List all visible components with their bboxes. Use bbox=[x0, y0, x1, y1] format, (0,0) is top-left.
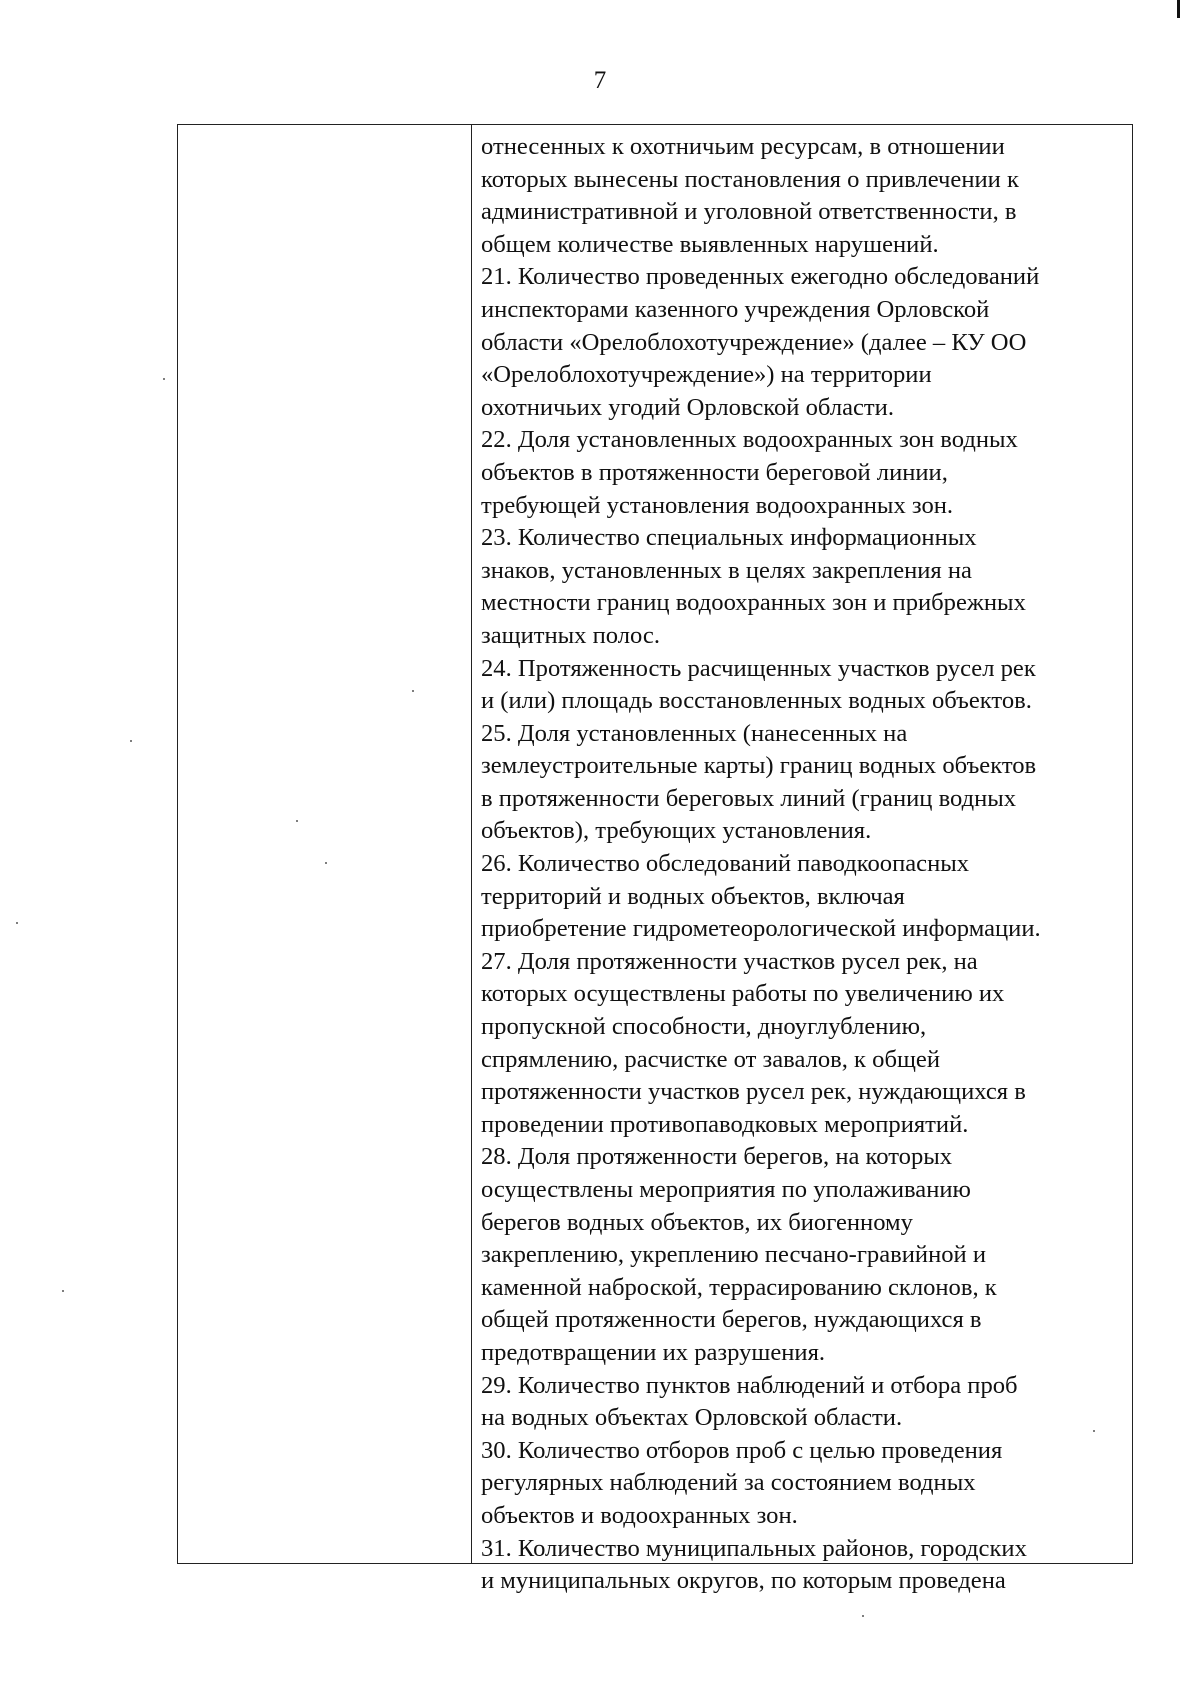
scan-speck bbox=[1093, 1430, 1095, 1432]
text-line: спрямлению, расчистке от завалов, к общей bbox=[481, 1045, 940, 1073]
text-line: на водных объектах Орловской области. bbox=[481, 1404, 903, 1432]
text-line: 31. Количество муниципальных районов, городских bbox=[481, 1534, 1027, 1562]
text-line: 22. Доля установленных водоохранных зон водных bbox=[481, 426, 1018, 454]
text-line: охотничьих угодий Орловской области. bbox=[481, 393, 894, 421]
text-line: 26. Количество обследований паводкоопасных bbox=[481, 850, 970, 878]
text-line: знаков, установленных в целях закрепления на bbox=[481, 556, 972, 584]
text-line: 29. Количество пунктов наблюдений и отбора проб bbox=[481, 1371, 1018, 1399]
scan-speck bbox=[325, 862, 327, 864]
text-line: пропускной способности, дноуглублению, bbox=[481, 1013, 927, 1041]
text-line: административной и уголовной ответственности, в bbox=[481, 198, 1017, 226]
text-line: осуществлены мероприятия по уполаживанию bbox=[481, 1176, 971, 1203]
text-line: 25. Доля установленных (нанесенных на bbox=[481, 719, 908, 747]
scan-speck bbox=[296, 820, 298, 822]
text-line: области «Орелоблохотучреждение» (далее – КУ ОО bbox=[481, 328, 1027, 356]
text-line: 30. Количество отборов проб с целью проведения bbox=[481, 1436, 1003, 1464]
text-line: общей протяженности берегов, нуждающихся в bbox=[481, 1306, 982, 1334]
text-line: которых осуществлены работы по увеличению их bbox=[481, 980, 1005, 1008]
text-line: 21. Количество проведенных ежегодно обследований bbox=[481, 263, 1040, 291]
scan-speck bbox=[862, 1615, 864, 1617]
table-left-cell bbox=[178, 125, 472, 1563]
text-line: и (или) площадь восстановленных водных объектов. bbox=[481, 687, 1032, 715]
text-line: которых вынесены постановления о привлечении к bbox=[481, 165, 1019, 193]
text-line: 23. Количество специальных информационных bbox=[481, 524, 977, 552]
text-line: землеустроительные карты) границ водных объектов bbox=[481, 752, 1037, 780]
text-line: 27. Доля протяженности участков русел рек, на bbox=[481, 947, 978, 975]
scan-speck bbox=[163, 378, 165, 380]
text-line: объектов и водоохранных зон. bbox=[481, 1501, 798, 1529]
text-line: закреплению, укреплению песчано-гравийной и bbox=[481, 1241, 987, 1269]
text-line: 24. Протяженность расчищенных участков русел рек bbox=[481, 654, 1036, 682]
text-line: берегов водных объектов, их биогенному bbox=[481, 1208, 913, 1236]
text-line: объектов), требующих установления. bbox=[481, 817, 872, 845]
text-line: в протяженности береговых линий (границ водных bbox=[481, 784, 1017, 812]
scan-speck bbox=[62, 1290, 64, 1292]
text-line: 28. Доля протяженности берегов, на которых bbox=[481, 1143, 953, 1171]
text-line: предотвращении их разрушения. bbox=[481, 1338, 826, 1366]
text-line: регулярных наблюдений за состоянием водных bbox=[481, 1469, 976, 1497]
text-line: каменной наброской, террасированию склонов, к bbox=[481, 1273, 997, 1301]
text-line: инспекторами казенного учреждения Орловской bbox=[481, 295, 990, 323]
text-line: и муниципальных округов, по которым проведена bbox=[481, 1567, 1006, 1595]
text-line: местности границ водоохранных зон и прибрежных bbox=[481, 589, 1026, 617]
text-line: протяженности участков русел рек, нуждающихся в bbox=[481, 1078, 1026, 1106]
scan-speck bbox=[412, 690, 414, 692]
text-line: проведении противопаводковых мероприятий. bbox=[481, 1110, 969, 1138]
table-right-cell bbox=[472, 125, 1132, 1595]
text-line: отнесенных к охотничьим ресурсам, в отношении bbox=[481, 133, 1005, 160]
indicator-table bbox=[177, 124, 1133, 1595]
text-line: общем количестве выявленных нарушений. bbox=[481, 230, 939, 258]
text-line: защитных полос. bbox=[481, 621, 660, 649]
text-line: приобретение гидрометеорологической информации. bbox=[481, 915, 1041, 943]
text-line: «Орелоблохотучреждение») на территории bbox=[481, 361, 932, 389]
scan-corner-mark bbox=[1177, 0, 1180, 18]
text-line: объектов в протяженности береговой линии, bbox=[481, 458, 948, 486]
scan-speck bbox=[130, 740, 132, 742]
page-number: 7 bbox=[593, 67, 607, 94]
text-line: требующей установления водоохранных зон. bbox=[481, 491, 954, 519]
text-line: территорий и водных объектов, включая bbox=[481, 882, 905, 910]
scan-speck bbox=[16, 922, 18, 924]
